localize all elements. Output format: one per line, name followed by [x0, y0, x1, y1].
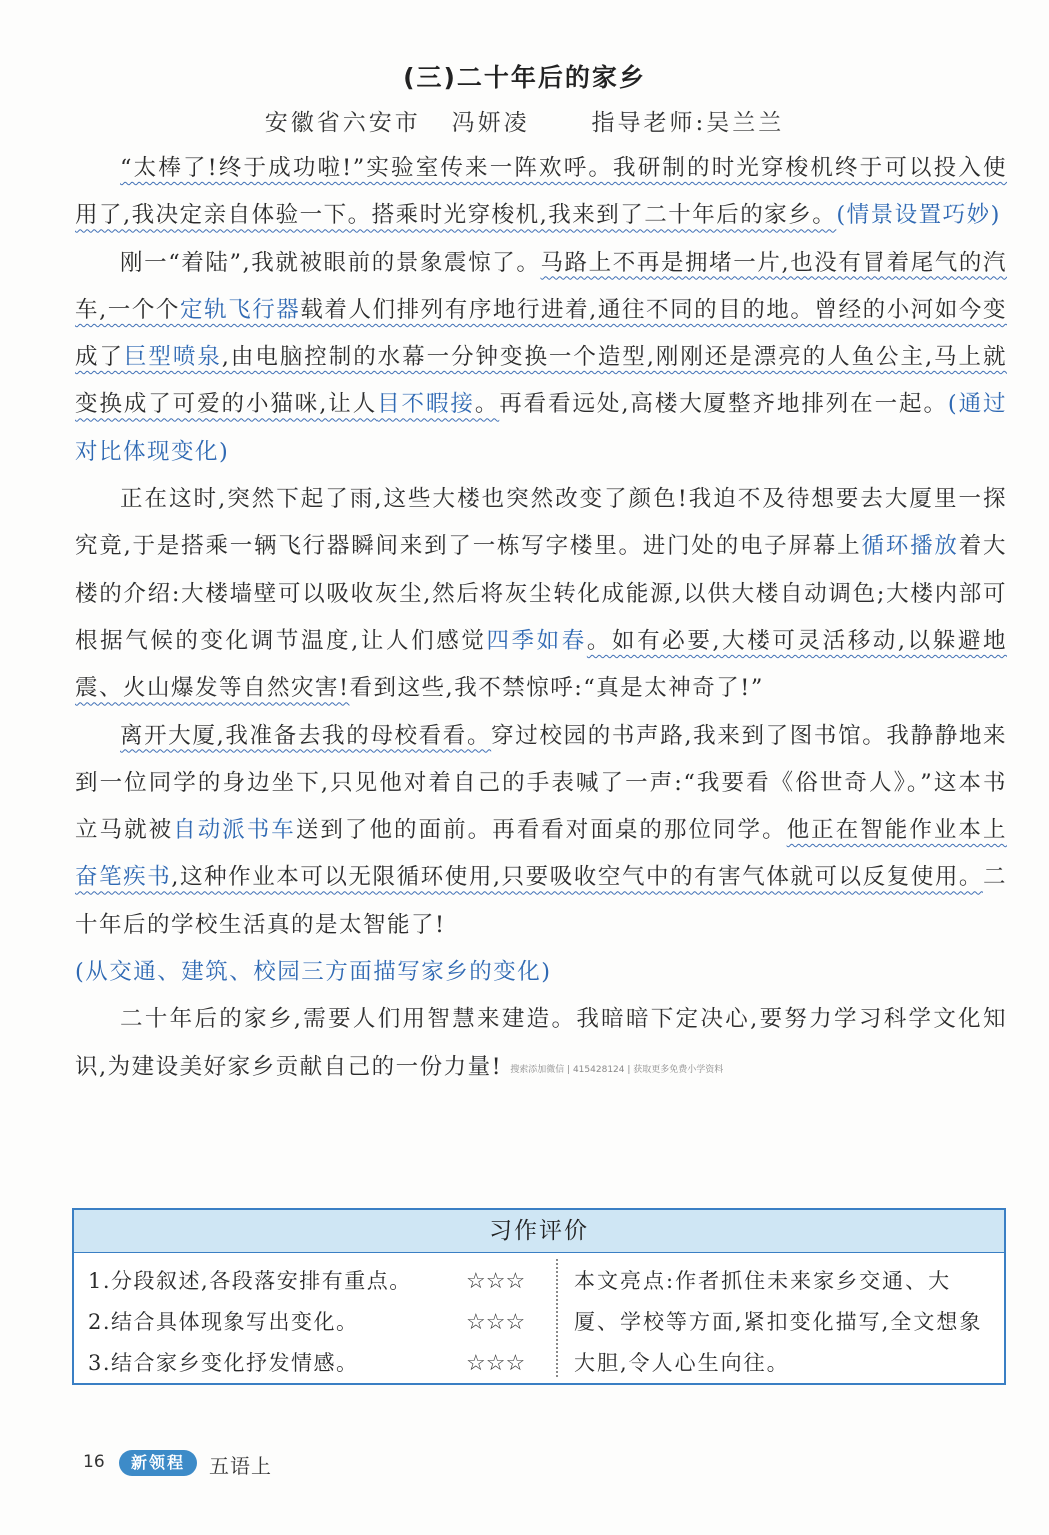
brand-logo: 新领程 — [119, 1450, 197, 1476]
evaluation-criteria — [88, 1261, 548, 1384]
essay-title: (三)二十年后的家乡 — [403, 63, 646, 92]
dotted-divider — [556, 1259, 558, 1377]
paragraph-5: 二十年后的家乡,需要人们用智慧来建造。我暗暗下定决心,要努力学习科学文化知识,为建设美好家乡贡献自己的一份力量! 搜索添加微信 | 415428124 | 获取更多免费小学资料 — [75, 1006, 1007, 1080]
wavy-sentence: 离开大厦,我准备去我的母校看看。 — [120, 722, 492, 749]
star-rating-icon[interactable]: ☆☆☆ — [466, 1310, 526, 1335]
criteria-row — [88, 1261, 548, 1302]
evaluation-comment: 本文亮点:作者抓住未来家乡交通、大厦、学校等方面,紧扣变化描写,全文想象大胆,令人心生向往。 — [574, 1269, 983, 1375]
wavy-sentence: 马路上不再是拥堵一片,也没有冒着尾气的汽车,一个个定轨飞行器载着人们排列有序地行进着,通往不同的目的地。曾经的小河如今变成了巨型喷泉,由电脑控制的水幕一分钟变换一个造型,刚刚还是漂亮的人鱼公主,马上就变换成了可爱的小猫咪,让人目不暇接。 — [75, 249, 1007, 418]
plain-text: 刚一“着陆”,我就被眼前的景象震惊了。 — [120, 249, 541, 276]
criteria-row — [88, 1343, 548, 1384]
evaluation-body — [74, 1253, 1004, 1384]
highlight-word: 定轨飞行器 — [180, 296, 301, 323]
annotation-note: (情景设置巧妙) — [836, 202, 1001, 229]
page-number: 16 — [83, 1452, 105, 1472]
criteria-text: 3.结合家乡变化抒发情感。 — [88, 1351, 359, 1375]
paragraph-1 — [75, 145, 1007, 240]
evaluation-box — [72, 1208, 1006, 1385]
highlight-word: 自动派书车 — [173, 817, 296, 844]
author-line: 安徽省六安市 冯妍凌 指导老师:吴兰兰 — [264, 110, 785, 136]
highlight-word: 巨型喷泉 — [123, 344, 222, 371]
highlight-word: 四季如春 — [486, 627, 587, 654]
criteria-row — [88, 1302, 548, 1343]
wavy-sentence: 他正在智能作业本上奋笔疾书,这种作业本可以无限循环使用,只要吸收空气中的有害气体就可以反复使用。 — [75, 817, 1007, 891]
highlight-word: 目不暇接 — [377, 391, 475, 418]
star-rating-icon[interactable]: ☆☆☆ — [466, 1351, 526, 1376]
star-rating-icon[interactable]: ☆☆☆ — [466, 1269, 526, 1294]
plain-text: 再看看远处,高楼大厦整齐地排列在一起。 — [499, 391, 948, 418]
wavy-sentence: “太棒了!终于成功啦!”实验室传来一阵欢呼。我研制的时光穿梭机终于可以投入使用了,我决定亲自体验一下。搭乘时光穿梭机,我来到了二十年后的家乡。 — [75, 155, 1007, 229]
paragraph-2 — [75, 240, 1007, 476]
highlight-word: 循环播放 — [861, 533, 959, 560]
paragraph-3: 正在这时,突然下起了雨,这些大楼也突然改变了颜色!我迫不及待想要去大厦里一探究竟,于是搭乘一辆飞行器瞬间来到了一栋写字楼里。进门处的电子屏幕上循环播放着大楼的介绍:大楼墙壁可以吸收灰尘,然后将灰尘转化成能源,以供大楼自动调色;大楼内部可根据气候的变化调节温度,让人们感觉四季如春。如有必要,大楼可灵活移动,以躲避地震、火山爆发等自然灾害!看到这些,我不禁惊呼:“真是太神奇了!” — [75, 486, 1007, 702]
annotation-note: (通过对比体现变化) — [75, 391, 1007, 465]
paragraph-4: 离开大厦,我准备去我的母校看看。穿过校园的书声路,我来到了图书馆。我静静地来到一位同学的身边坐下,只见他对着自己的手表喊了一声:“我要看《俗世奇人》。”这本书立马就被自动派书车送到了他的面前。再看看对面桌的那位同学。他正在智能作业本上奋笔疾书,这种作业本可以无限循环使用,只要吸收空气中的有害气体就可以反复使用。二十年后的学校生活真的是太智能了! — [75, 722, 1008, 938]
evaluation-header: 习作评价 — [74, 1210, 1004, 1253]
wavy-sentence: 。如有必要,大楼可灵活移动,以躲避地震、火山爆发等自然灾害! — [75, 627, 1007, 702]
watermark-text: 搜索添加微信 | 415428124 | 获取更多免费小学资料 — [510, 1064, 724, 1075]
essay-body — [75, 145, 1007, 1094]
criteria-text: 1.分段叙述,各段落安排有重点。 — [88, 1269, 412, 1293]
criteria-text: 2.结合具体现象写出变化。 — [88, 1310, 359, 1334]
grade-label: 五语上 — [209, 1454, 272, 1478]
highlight-word: 奋笔疾书 — [75, 864, 172, 891]
annotation-note: (从交通、建筑、校园三方面描写家乡的变化) — [75, 959, 552, 986]
